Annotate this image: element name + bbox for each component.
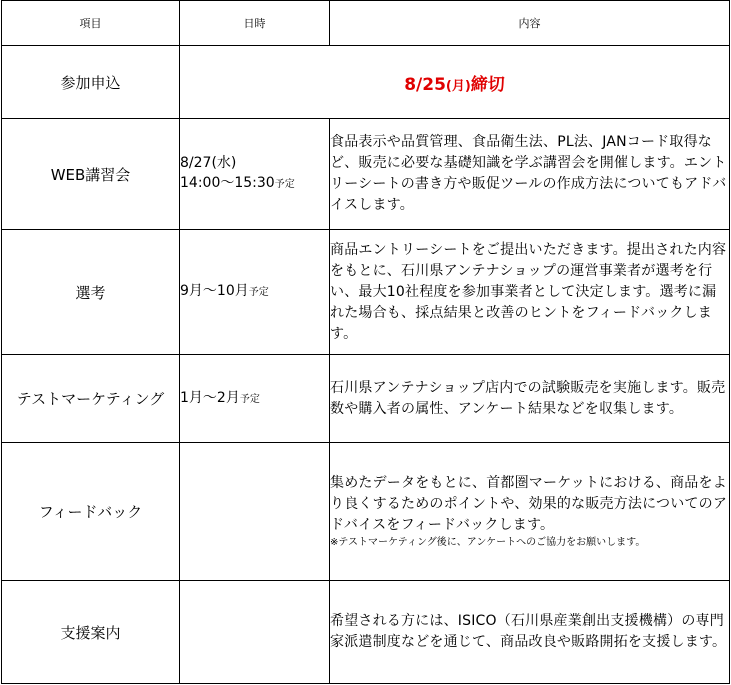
test-marketing-date bbox=[180, 355, 330, 443]
row-support bbox=[2, 581, 730, 684]
apply-deadline bbox=[180, 46, 730, 119]
test-marketing-date-tag: 予定 bbox=[239, 393, 260, 405]
selection-content: 商品エントリーシートをご提出いただきます。提出された内容をもとに、石川県アンテナショップの運営事業者が選考を行い、最大10社程度を参加事業者として決定します。選考に漏れた場合も、採点結果と改善のヒントをフィードバックします。 bbox=[330, 230, 730, 355]
header-item: 項目 bbox=[2, 1, 180, 46]
test-marketing-item: テストマーケティング bbox=[2, 355, 180, 443]
row-test-marketing bbox=[2, 355, 730, 443]
feedback-date bbox=[180, 443, 330, 581]
deadline-day: (月) bbox=[445, 78, 471, 94]
web-seminar-date-line2 bbox=[180, 173, 329, 195]
support-content: 希望される方には、ISICO（石川県産業創出支援機構）の専門家派遣制度などを通じて、商品改良や販路開拓を支援します。 bbox=[330, 581, 730, 684]
web-seminar-date-line1: 8/27(水) bbox=[180, 155, 237, 171]
selection-date-range: 9月～10月 bbox=[180, 283, 249, 299]
test-marketing-content: 石川県アンテナショップ店内での試験販売を実施します。販売数や購入者の属性、アンケート結果などを収集します。 bbox=[330, 355, 730, 443]
test-marketing-date-range: 1月～2月 bbox=[180, 389, 240, 406]
selection-date-tag: 予定 bbox=[248, 287, 269, 298]
web-seminar-time: 14:00～15:30 bbox=[180, 175, 275, 191]
apply-item: 参加申込 bbox=[2, 46, 180, 119]
selection-date bbox=[180, 230, 330, 355]
header-content: 内容 bbox=[330, 1, 730, 46]
feedback-note: ※テストマーケティング後に、アンケートへのご協力をお願いします。 bbox=[330, 537, 646, 548]
header-row bbox=[2, 1, 730, 46]
row-feedback bbox=[2, 443, 730, 581]
feedback-text: 集めたデータをもとに、首都圏マーケットにおける、商品をより良くするためのポイントや、効果的な販売方法についてのアドバイスをフィードバックします。 bbox=[330, 475, 728, 533]
row-selection bbox=[2, 230, 730, 355]
support-item: 支援案内 bbox=[2, 581, 180, 684]
selection-item: 選考 bbox=[2, 230, 180, 355]
row-apply bbox=[2, 46, 730, 119]
feedback-item: フィードバック bbox=[2, 443, 180, 581]
web-seminar-content: 食品表示や品質管理、食品衛生法、PL法、JANコード取得など、販売に必要な基礎知識を学ぶ講習会を開催します。エントリーシートの書き方や販促ツールの作成方法についてもアドバイスします。 bbox=[330, 119, 730, 230]
row-web-seminar bbox=[2, 119, 730, 230]
header-date: 日時 bbox=[180, 1, 330, 46]
web-seminar-date bbox=[180, 119, 330, 230]
support-date bbox=[180, 581, 330, 684]
web-seminar-date-tag: 予定 bbox=[274, 179, 295, 190]
deadline-suffix: 締切 bbox=[470, 74, 505, 95]
deadline-date: 8/25 bbox=[404, 74, 446, 95]
web-seminar-item: WEB講習会 bbox=[2, 119, 180, 230]
schedule-table bbox=[1, 0, 730, 684]
feedback-content bbox=[330, 443, 730, 581]
